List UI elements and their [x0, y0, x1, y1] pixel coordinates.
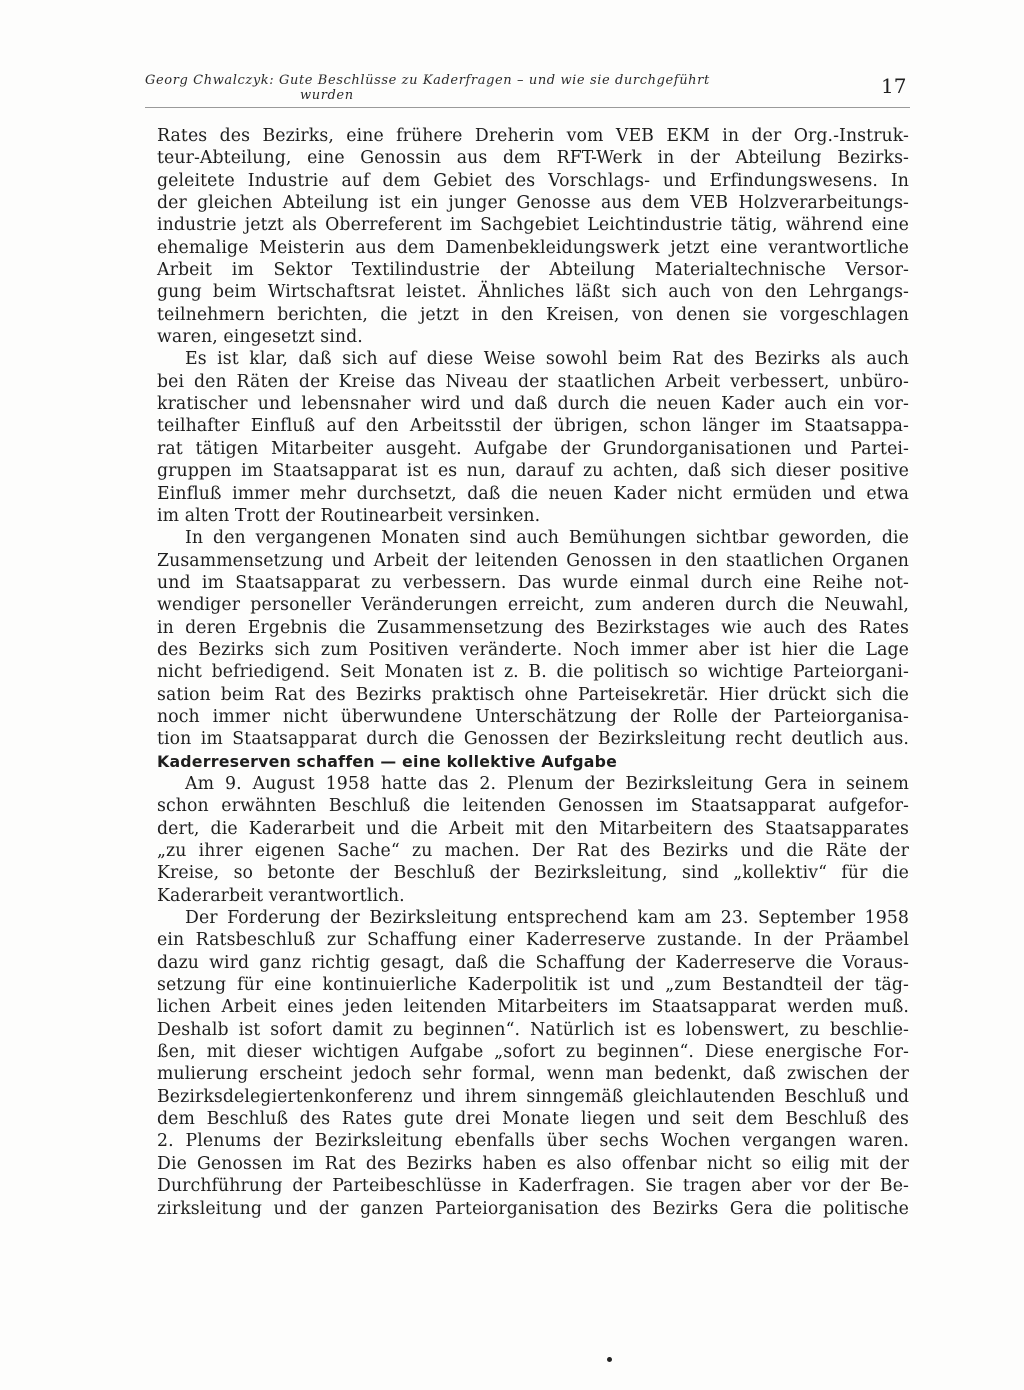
text-line: der gleichen Abteilung ist ein junger Genosse aus dem VEB Holzverarbeitungs-	[157, 193, 909, 214]
text-line: wendiger personeller Veränderungen erreicht, zum anderen durch die Neuwahl,	[157, 595, 909, 616]
text-line: kratischer und lebensnaher wird und daß durch die neuen Kader auch ein vor-	[157, 394, 909, 415]
text-line: bei den Räten der Kreise das Niveau der staatlichen Arbeit verbessert, unbüro-	[157, 371, 909, 392]
text-line: ehemalige Meisterin aus dem Damenbekleidungswerk jetzt eine verantwortliche	[157, 237, 909, 258]
text-line: Bezirksdelegiertenkonferenz und ihrem sinngemäß gleichlautenden Beschluß und	[157, 1086, 909, 1107]
text-line: setzung für eine kontinuierliche Kaderpolitik ist und „zum Bestandteil der täg-	[157, 975, 909, 996]
text-line: gruppen im Staatsapparat ist es nun, darauf zu achten, daß sich dieser positive	[157, 461, 909, 482]
text-line: waren, eingesetzt sind.	[157, 327, 363, 348]
text-line	[157, 1220, 909, 1242]
print-dot-mark	[607, 1357, 612, 1362]
text-line: zirksleitung und der ganzen Parteiorganisation des Bezirks Gera die politische	[157, 1198, 909, 1219]
text-line: industrie jetzt als Oberreferent im Sachgebiet Leichtindustrie tätig, während eine	[157, 215, 909, 236]
text-line: noch immer nicht überwundene Unterschätzung der Rolle der Parteiorganisa-	[157, 706, 909, 727]
text-line: schon erwähnten Beschluß die leitenden Genossen im Staatsapparat aufgefor-	[157, 796, 909, 817]
text-line: Der Forderung der Bezirksleitung entsprechend kam am 23. September 1958	[185, 908, 909, 929]
text-line: teilhafter Einfluß auf den Arbeitsstil der übrigen, schon länger im Staatsappa-	[157, 416, 909, 437]
text-line: lichen Arbeit eines jeden leitenden Mitarbeiters im Staatsapparat werden muß.	[157, 997, 909, 1018]
running-head-line-1: Georg Chwalczyk: Gute Beschlüsse zu Kaderfragen – und wie sie durchgeführt	[145, 73, 710, 88]
text-line: Arbeit im Sektor Textilindustrie der Abteilung Materialtechnische Versor-	[157, 260, 909, 281]
text-line: teur-Abteilung, eine Genossin aus dem RFT-Werk in der Abteilung Bezirks-	[157, 148, 909, 169]
text-line: im alten Trott der Routinearbeit versinken.	[157, 505, 541, 526]
text-line: dem Beschluß des Rates gute drei Monate liegen und seit dem Beschluß des	[157, 1109, 909, 1130]
section-heading: Kaderreserven schaffen — eine kollektive Aufgabe	[157, 751, 618, 771]
text-line: geleitete Industrie auf dem Gebiet des Vorschlags- und Erfindungswesens. In	[157, 170, 909, 191]
text-line: und im Staatsapparat zu verbessern. Das wurde einmal durch eine Reihe not-	[157, 572, 909, 593]
text-line: Rates des Bezirks, eine frühere Dreherin vom VEB EKM in der Org.-Instruk-	[157, 126, 909, 146]
text-line: gung beim Wirtschaftsrat leistet. Ähnliches läßt sich auch von den Lehrgangs-	[157, 282, 909, 303]
text-line: in deren Ergebnis die Zusammensetzung des Bezirkstages wie auch des Rates	[157, 617, 909, 638]
running-head	[145, 73, 825, 103]
text-line: ein Ratsbeschluß zur Schaffung einer Kaderreserve zustande. In der Präambel	[157, 930, 909, 951]
text-line: ßen, mit dieser wichtigen Aufgabe „sofort zu beginnen“. Diese energische For-	[157, 1042, 909, 1063]
text-line: Kreise, so betonte der Beschluß der Bezirksleitung, sind „kollektiv“ für die	[157, 863, 909, 884]
text-line: tion im Staatsapparat durch die Genossen der Bezirksleitung recht deutlich aus.	[157, 729, 909, 750]
text-line: Kaderarbeit verantwortlich.	[157, 885, 405, 906]
body-text	[157, 125, 909, 1242]
text-line: 2. Plenums der Bezirksleitung ebenfalls über sechs Wochen vergangen waren.	[157, 1131, 909, 1152]
text-line: rat tätigen Mitarbeiter ausgeht. Aufgabe der Grundorganisationen und Partei-	[157, 438, 909, 459]
text-line: Die Genossen im Rat des Bezirks haben es also offenbar nicht so eilig mit der	[157, 1153, 909, 1174]
page-number: 17	[881, 74, 907, 98]
text-line: Durchführung der Parteibeschlüsse in Kaderfragen. Sie tragen aber vor der Be-	[157, 1176, 909, 1197]
text-line: des Bezirks sich zum Positiven veränderte. Noch immer aber ist hier die Lage	[157, 639, 909, 660]
text-line: In den vergangenen Monaten sind auch Bemühungen sichtbar geworden, die	[185, 528, 909, 549]
text-line: Deshalb ist sofort damit zu beginnen“. Natürlich ist es lobenswert, zu beschlie-	[157, 1019, 909, 1040]
text-line: nicht befriedigend. Seit Monaten ist z. B. die politisch so wichtige Parteiorgani-	[157, 662, 909, 683]
header-divider	[145, 107, 910, 108]
running-head-line-2: wurden	[300, 88, 354, 103]
text-line: mulierung erscheint jedoch sehr formal, wenn man bedenkt, daß zwischen der	[157, 1064, 909, 1085]
text-line: teilnehmern berichten, die jetzt in den Kreisen, von denen sie vorgeschlagen	[157, 304, 909, 325]
text-line: Es ist klar, daß sich auf diese Weise sowohl beim Rat des Bezirks als auch	[185, 349, 909, 370]
text-line: Am 9. August 1958 hatte das 2. Plenum der Bezirksleitung Gera in seinem	[185, 773, 909, 794]
text-line: dazu wird ganz richtig gesagt, daß die Schaffung der Kaderreserve die Voraus-	[157, 952, 909, 973]
text-line: Zusammensetzung und Arbeit der leitenden Genossen in den staatlichen Organen	[157, 550, 909, 571]
text-line: sation beim Rat des Bezirks praktisch ohne Parteisekretär. Hier drückt sich die	[157, 684, 909, 705]
text-line: „zu ihrer eigenen Sache“ zu machen. Der Rat des Bezirks und die Räte der	[157, 841, 909, 861]
text-line: Einfluß immer mehr durchsetzt, daß die neuen Kader nicht ermüden und etwa	[157, 483, 909, 504]
text-line: dert, die Kaderarbeit und die Arbeit mit den Mitarbeitern des Staatsapparates	[157, 818, 909, 839]
